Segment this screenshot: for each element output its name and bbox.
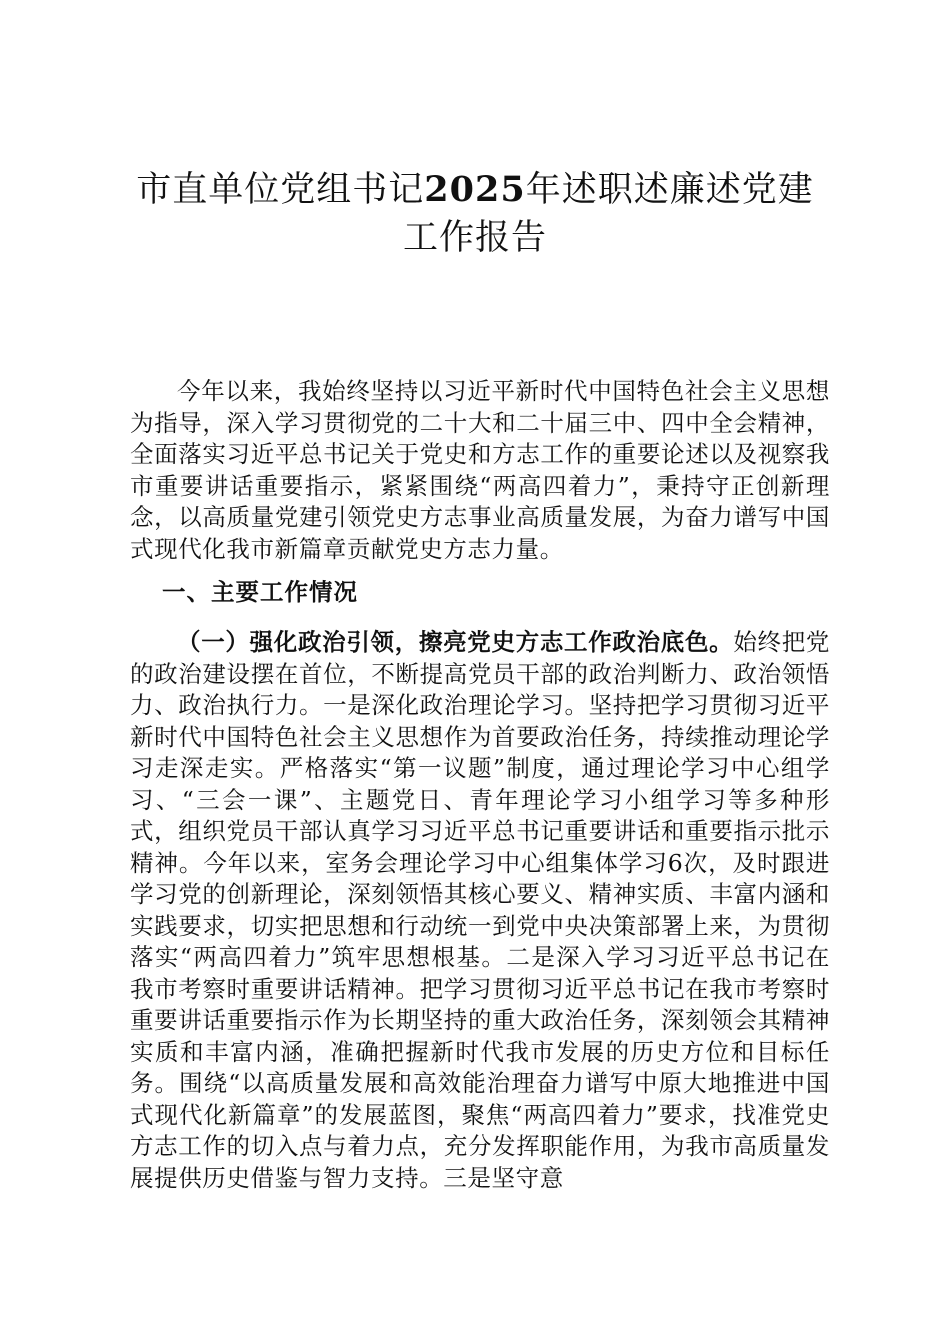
section-heading: 一、主要工作情况 — [162, 578, 358, 606]
title-part-1: 市直单位党组书记 — [136, 170, 425, 210]
title-year: 2025 — [424, 169, 526, 210]
body-paragraph — [130, 627, 830, 1194]
paragraph-lead: （一）强化政治引领，擦亮党史方志工作政治底色。 — [177, 628, 734, 656]
document-title — [130, 166, 820, 262]
paragraph-body: 始终把党的政治建设摆在首位，不断提高党员干部的政治判断力、政治领悟力、政治执行力。一是深化政治理论学习。坚持把学习贯彻习近平新时代中国特色社会主义思想作为首要政治任务，持续推动理论学习走深走实。严格落实“第一议题”制度，通过理论学习中心组学习、“三会一课”、主题党日、青年理论学习小组学习等多种形式，组织党员干部认真学习习近平总书记重要讲话和重要指示批示精神。今年以来，室务会理论学习中心组集体学习6次，及时跟进学习党的创新理论，深刻领悟其核心要义、精神实质、丰富内涵和实践要求，切实把思想和行动统一到党中央决策部署上来，为贯彻落实“两高四着力”筑牢思想根基。二是深入学习习近平总书记在我市考察时重要讲话精神。把学习贯彻习近平总书记在我市考察时重要讲话重要指示作为长期坚持的重大政治任务，深刻领会其精神实质和丰富内涵，准确把握新时代我市发展的历史方位和目标任务。围绕“以高质量发展和高效能治理奋力谱写中原大地推进中国式现代化新篇章”的发展蓝图，聚焦“两高四着力”要求，找准党史方志工作的切入点与着力点，充分发挥职能作用，为我市高质量发展提供历史借鉴与智力支持。三是坚守意 — [130, 628, 830, 1192]
intro-paragraph: 今年以来，我始终坚持以习近平新时代中国特色社会主义思想为指导，深入学习贯彻党的二十大和二十届三中、四中全会精神，全面落实习近平总书记关于党史和方志工作的重要论述以及视察我市重要讲话重要指示，紧紧围绕“两高四着力”，秉持守正创新理念，以高质量党建引领党史方志事业高质量发展，为奋力谱写中国式现代化我市新篇章贡献党史方志力量。 — [130, 377, 830, 563]
title-part-2: 年述职述廉述党建工作报告 — [402, 170, 814, 258]
